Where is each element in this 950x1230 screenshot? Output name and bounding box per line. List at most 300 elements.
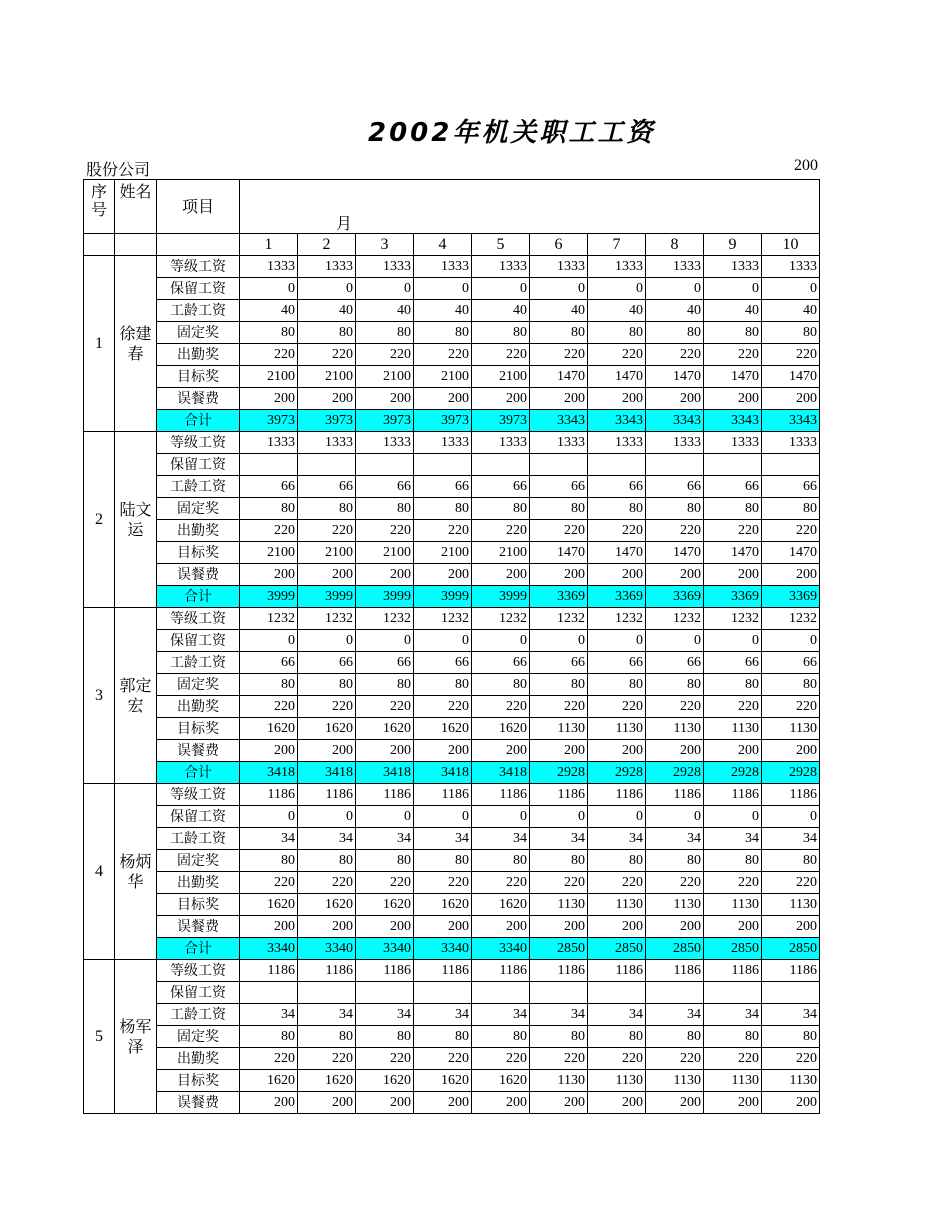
value-cell: 80 [356, 850, 414, 872]
value-cell: 66 [298, 476, 356, 498]
value-cell: 34 [762, 1004, 820, 1026]
value-cell: 40 [356, 300, 414, 322]
value-cell: 2850 [646, 938, 704, 960]
value-cell: 40 [530, 300, 588, 322]
value-cell: 1333 [530, 432, 588, 454]
table-row [84, 652, 820, 674]
value-cell: 80 [530, 850, 588, 872]
value-cell: 1186 [762, 960, 820, 982]
table-row [84, 432, 820, 454]
value-cell: 200 [530, 740, 588, 762]
table-row [84, 630, 820, 652]
value-cell: 80 [646, 674, 704, 696]
table-row [84, 894, 820, 916]
employee-name: 杨炳华 [115, 784, 157, 960]
value-cell: 1620 [298, 894, 356, 916]
value-cell: 80 [414, 322, 472, 344]
item-label: 误餐费 [157, 388, 240, 410]
value-cell: 1333 [298, 256, 356, 278]
value-cell: 200 [646, 564, 704, 586]
value-cell: 1186 [762, 784, 820, 806]
empty-cell [84, 234, 115, 256]
employee-name: 徐建春 [115, 256, 157, 432]
item-label: 工龄工资 [157, 828, 240, 850]
value-cell: 3340 [472, 938, 530, 960]
value-cell: 40 [240, 300, 298, 322]
value-cell: 80 [646, 850, 704, 872]
value-cell: 200 [588, 1092, 646, 1114]
value-cell: 1470 [588, 542, 646, 564]
value-cell: 1130 [530, 1070, 588, 1092]
value-cell: 1186 [588, 960, 646, 982]
value-cell: 66 [588, 476, 646, 498]
value-cell: 1186 [240, 784, 298, 806]
item-label: 固定奖 [157, 498, 240, 520]
value-cell: 3418 [298, 762, 356, 784]
item-label: 目标奖 [157, 542, 240, 564]
table-row [84, 828, 820, 850]
value-cell: 200 [646, 388, 704, 410]
value-cell: 200 [414, 1092, 472, 1114]
value-cell: 200 [530, 916, 588, 938]
table-row [84, 1092, 820, 1114]
value-cell: 1333 [588, 256, 646, 278]
value-cell: 200 [298, 1092, 356, 1114]
value-cell: 2928 [762, 762, 820, 784]
value-cell [298, 454, 356, 476]
value-cell [298, 982, 356, 1004]
month-number: 5 [472, 234, 530, 256]
item-label: 等级工资 [157, 960, 240, 982]
value-cell: 1130 [704, 894, 762, 916]
value-cell: 0 [762, 806, 820, 828]
value-cell: 0 [356, 278, 414, 300]
value-cell: 0 [472, 630, 530, 652]
value-cell: 80 [298, 498, 356, 520]
table-row [84, 982, 820, 1004]
value-cell: 34 [414, 828, 472, 850]
value-cell: 200 [240, 740, 298, 762]
value-cell: 200 [472, 388, 530, 410]
employee-seq: 5 [84, 960, 115, 1114]
value-cell: 200 [704, 388, 762, 410]
value-cell: 1470 [762, 542, 820, 564]
value-cell: 200 [704, 740, 762, 762]
value-cell: 0 [646, 806, 704, 828]
value-cell: 3340 [298, 938, 356, 960]
value-cell: 34 [530, 828, 588, 850]
value-cell: 1186 [704, 784, 762, 806]
value-cell: 40 [472, 300, 530, 322]
total-row [84, 586, 820, 608]
value-cell: 200 [414, 740, 472, 762]
value-cell: 220 [588, 872, 646, 894]
item-label: 固定奖 [157, 674, 240, 696]
value-cell: 2850 [762, 938, 820, 960]
value-cell: 1130 [704, 718, 762, 740]
value-cell: 1470 [762, 366, 820, 388]
value-cell: 0 [414, 630, 472, 652]
value-cell: 80 [240, 850, 298, 872]
value-cell: 220 [646, 696, 704, 718]
table-row [84, 476, 820, 498]
value-cell: 0 [646, 630, 704, 652]
value-cell: 34 [298, 828, 356, 850]
value-cell: 220 [762, 520, 820, 542]
value-cell: 1333 [472, 432, 530, 454]
value-cell: 80 [414, 674, 472, 696]
value-cell [530, 454, 588, 476]
table-row [84, 674, 820, 696]
value-cell [414, 982, 472, 1004]
value-cell: 0 [704, 630, 762, 652]
value-cell: 2100 [240, 366, 298, 388]
value-cell: 200 [588, 388, 646, 410]
value-cell: 0 [240, 278, 298, 300]
value-cell: 3999 [356, 586, 414, 608]
value-cell: 200 [762, 916, 820, 938]
value-cell: 3343 [646, 410, 704, 432]
value-cell: 3343 [762, 410, 820, 432]
value-cell: 80 [588, 322, 646, 344]
value-cell: 1232 [588, 608, 646, 630]
value-cell: 220 [646, 344, 704, 366]
value-cell: 220 [588, 1048, 646, 1070]
value-cell: 200 [298, 916, 356, 938]
item-label: 等级工资 [157, 256, 240, 278]
value-cell: 66 [472, 652, 530, 674]
value-cell: 1232 [646, 608, 704, 630]
item-label: 保留工资 [157, 806, 240, 828]
value-cell: 3340 [414, 938, 472, 960]
value-cell: 2100 [472, 542, 530, 564]
value-cell: 66 [530, 652, 588, 674]
value-cell: 0 [762, 630, 820, 652]
value-cell: 0 [588, 806, 646, 828]
value-cell: 220 [414, 520, 472, 542]
month-number: 1 [240, 234, 298, 256]
value-cell: 2850 [704, 938, 762, 960]
value-cell: 66 [646, 652, 704, 674]
value-cell: 220 [530, 696, 588, 718]
value-cell: 1620 [240, 894, 298, 916]
table-row [84, 388, 820, 410]
value-cell: 3973 [298, 410, 356, 432]
value-cell: 80 [240, 674, 298, 696]
item-label: 等级工资 [157, 784, 240, 806]
month-number: 7 [588, 234, 646, 256]
month-number: 8 [646, 234, 704, 256]
value-cell [646, 454, 704, 476]
value-cell: 80 [762, 322, 820, 344]
company-label: 股份公司 [86, 160, 151, 179]
value-cell: 1130 [762, 1070, 820, 1092]
value-cell: 220 [704, 872, 762, 894]
value-cell: 0 [530, 806, 588, 828]
value-cell: 0 [356, 630, 414, 652]
value-cell: 80 [704, 322, 762, 344]
value-cell [414, 454, 472, 476]
value-cell: 2928 [530, 762, 588, 784]
value-cell: 3343 [704, 410, 762, 432]
value-cell: 0 [762, 278, 820, 300]
month-header: 月 [240, 180, 820, 234]
seq-header: 序号 [84, 180, 115, 234]
value-cell: 66 [414, 476, 472, 498]
value-cell: 220 [356, 344, 414, 366]
value-cell: 80 [298, 1026, 356, 1048]
value-cell: 200 [588, 564, 646, 586]
value-cell: 1232 [704, 608, 762, 630]
value-cell: 66 [240, 652, 298, 674]
value-cell: 34 [414, 1004, 472, 1026]
month-number: 9 [704, 234, 762, 256]
value-cell [588, 982, 646, 1004]
value-cell: 220 [472, 696, 530, 718]
value-cell: 80 [588, 674, 646, 696]
item-label: 保留工资 [157, 454, 240, 476]
value-cell: 220 [588, 696, 646, 718]
item-label: 合计 [157, 410, 240, 432]
value-cell: 80 [356, 674, 414, 696]
value-cell: 1232 [240, 608, 298, 630]
value-cell: 200 [472, 1092, 530, 1114]
value-cell: 1186 [298, 784, 356, 806]
value-cell: 1620 [298, 718, 356, 740]
value-cell: 3999 [240, 586, 298, 608]
value-cell: 0 [414, 806, 472, 828]
value-cell [762, 454, 820, 476]
value-cell: 0 [356, 806, 414, 828]
item-label: 合计 [157, 938, 240, 960]
value-cell: 1333 [240, 432, 298, 454]
value-cell: 34 [704, 828, 762, 850]
table-row [84, 322, 820, 344]
value-cell: 0 [588, 630, 646, 652]
value-cell: 1130 [588, 894, 646, 916]
value-cell [472, 454, 530, 476]
item-label: 合计 [157, 762, 240, 784]
value-cell: 40 [588, 300, 646, 322]
value-cell: 1186 [414, 960, 472, 982]
value-cell: 1333 [588, 432, 646, 454]
value-cell: 1333 [646, 256, 704, 278]
employee-seq: 1 [84, 256, 115, 432]
value-cell: 80 [704, 674, 762, 696]
value-cell: 1232 [472, 608, 530, 630]
value-cell: 2100 [472, 366, 530, 388]
month-number: 3 [356, 234, 414, 256]
value-cell: 1130 [530, 894, 588, 916]
value-cell: 1186 [356, 784, 414, 806]
value-cell: 1620 [356, 894, 414, 916]
value-cell: 34 [646, 1004, 704, 1026]
value-cell: 1333 [414, 432, 472, 454]
value-cell: 200 [356, 1092, 414, 1114]
value-cell: 220 [414, 872, 472, 894]
value-cell: 3418 [472, 762, 530, 784]
value-cell: 34 [298, 1004, 356, 1026]
table-row [84, 718, 820, 740]
value-cell [472, 982, 530, 1004]
table-row [84, 1026, 820, 1048]
value-cell: 0 [472, 278, 530, 300]
value-cell: 200 [588, 916, 646, 938]
value-cell: 1186 [240, 960, 298, 982]
value-cell: 2928 [646, 762, 704, 784]
item-label: 目标奖 [157, 1070, 240, 1092]
value-cell: 1620 [414, 718, 472, 740]
value-cell: 3418 [356, 762, 414, 784]
value-cell: 66 [762, 652, 820, 674]
item-label: 目标奖 [157, 894, 240, 916]
value-cell: 0 [530, 278, 588, 300]
value-cell: 0 [298, 630, 356, 652]
value-cell: 80 [704, 498, 762, 520]
value-cell: 1470 [646, 542, 704, 564]
value-cell: 80 [646, 322, 704, 344]
value-cell: 0 [240, 630, 298, 652]
value-cell: 220 [646, 872, 704, 894]
value-cell: 1186 [530, 784, 588, 806]
value-cell: 200 [298, 564, 356, 586]
value-cell: 220 [414, 1048, 472, 1070]
value-cell [356, 982, 414, 1004]
value-cell: 1186 [356, 960, 414, 982]
value-cell [588, 454, 646, 476]
value-cell: 80 [762, 850, 820, 872]
value-cell: 200 [762, 740, 820, 762]
value-cell: 1620 [298, 1070, 356, 1092]
value-cell: 40 [414, 300, 472, 322]
value-cell: 1232 [530, 608, 588, 630]
value-cell: 1470 [704, 542, 762, 564]
value-cell: 3340 [240, 938, 298, 960]
value-cell: 220 [240, 1048, 298, 1070]
value-cell: 1333 [646, 432, 704, 454]
value-cell: 80 [704, 850, 762, 872]
value-cell: 66 [704, 476, 762, 498]
value-cell: 0 [414, 278, 472, 300]
value-cell: 1620 [414, 894, 472, 916]
item-label: 合计 [157, 586, 240, 608]
value-cell: 66 [298, 652, 356, 674]
value-cell: 200 [646, 1092, 704, 1114]
table-row [84, 300, 820, 322]
value-cell: 3369 [704, 586, 762, 608]
value-cell: 80 [414, 1026, 472, 1048]
item-label: 目标奖 [157, 718, 240, 740]
value-cell: 80 [530, 322, 588, 344]
item-label: 工龄工资 [157, 1004, 240, 1026]
value-cell: 1333 [298, 432, 356, 454]
total-row [84, 762, 820, 784]
value-cell: 0 [588, 278, 646, 300]
value-cell: 220 [646, 520, 704, 542]
value-cell: 1470 [530, 542, 588, 564]
item-label: 误餐费 [157, 740, 240, 762]
table-row [84, 542, 820, 564]
value-cell: 66 [588, 652, 646, 674]
value-cell: 3973 [240, 410, 298, 432]
value-cell: 40 [762, 300, 820, 322]
value-cell: 220 [298, 1048, 356, 1070]
month-number-row [84, 234, 820, 256]
total-row [84, 938, 820, 960]
value-cell: 220 [414, 344, 472, 366]
value-cell: 1232 [762, 608, 820, 630]
value-cell: 220 [472, 1048, 530, 1070]
value-cell: 200 [646, 916, 704, 938]
item-label: 误餐费 [157, 564, 240, 586]
value-cell: 80 [530, 1026, 588, 1048]
empty-cell [157, 234, 240, 256]
value-cell: 3343 [588, 410, 646, 432]
value-cell: 80 [298, 322, 356, 344]
value-cell: 1470 [530, 366, 588, 388]
table-row [84, 784, 820, 806]
value-cell: 220 [704, 1048, 762, 1070]
item-label: 出勤奖 [157, 696, 240, 718]
value-cell: 66 [356, 476, 414, 498]
table-row [84, 1070, 820, 1092]
value-cell: 80 [472, 674, 530, 696]
value-cell: 1620 [414, 1070, 472, 1092]
year-label: 200 [794, 157, 818, 174]
value-cell: 3369 [530, 586, 588, 608]
value-cell: 34 [588, 1004, 646, 1026]
value-cell: 1130 [588, 718, 646, 740]
value-cell: 3369 [646, 586, 704, 608]
value-cell: 220 [298, 872, 356, 894]
salary-table [83, 179, 820, 1114]
value-cell: 200 [414, 564, 472, 586]
item-label: 工龄工资 [157, 652, 240, 674]
page-title: 2002年机关职工工资 [368, 118, 656, 148]
table-row [84, 256, 820, 278]
value-cell: 220 [704, 344, 762, 366]
value-cell: 3999 [414, 586, 472, 608]
month-number: 4 [414, 234, 472, 256]
value-cell: 200 [646, 740, 704, 762]
table-row [84, 498, 820, 520]
value-cell: 1186 [298, 960, 356, 982]
value-cell: 80 [762, 674, 820, 696]
value-cell: 34 [530, 1004, 588, 1026]
value-cell: 2928 [704, 762, 762, 784]
value-cell: 220 [356, 1048, 414, 1070]
value-cell: 1130 [646, 1070, 704, 1092]
value-cell: 2850 [588, 938, 646, 960]
header-row [84, 180, 820, 234]
employee-name: 杨军泽 [115, 960, 157, 1114]
value-cell [762, 982, 820, 1004]
value-cell: 80 [298, 850, 356, 872]
employee-name: 陆文运 [115, 432, 157, 608]
value-cell: 220 [762, 344, 820, 366]
value-cell: 0 [704, 278, 762, 300]
value-cell: 0 [240, 806, 298, 828]
item-label: 误餐费 [157, 916, 240, 938]
value-cell: 34 [240, 828, 298, 850]
item-label: 误餐费 [157, 1092, 240, 1114]
value-cell: 1333 [704, 256, 762, 278]
month-number: 2 [298, 234, 356, 256]
value-cell: 34 [472, 828, 530, 850]
employee-seq: 4 [84, 784, 115, 960]
item-label: 保留工资 [157, 278, 240, 300]
table-row [84, 740, 820, 762]
